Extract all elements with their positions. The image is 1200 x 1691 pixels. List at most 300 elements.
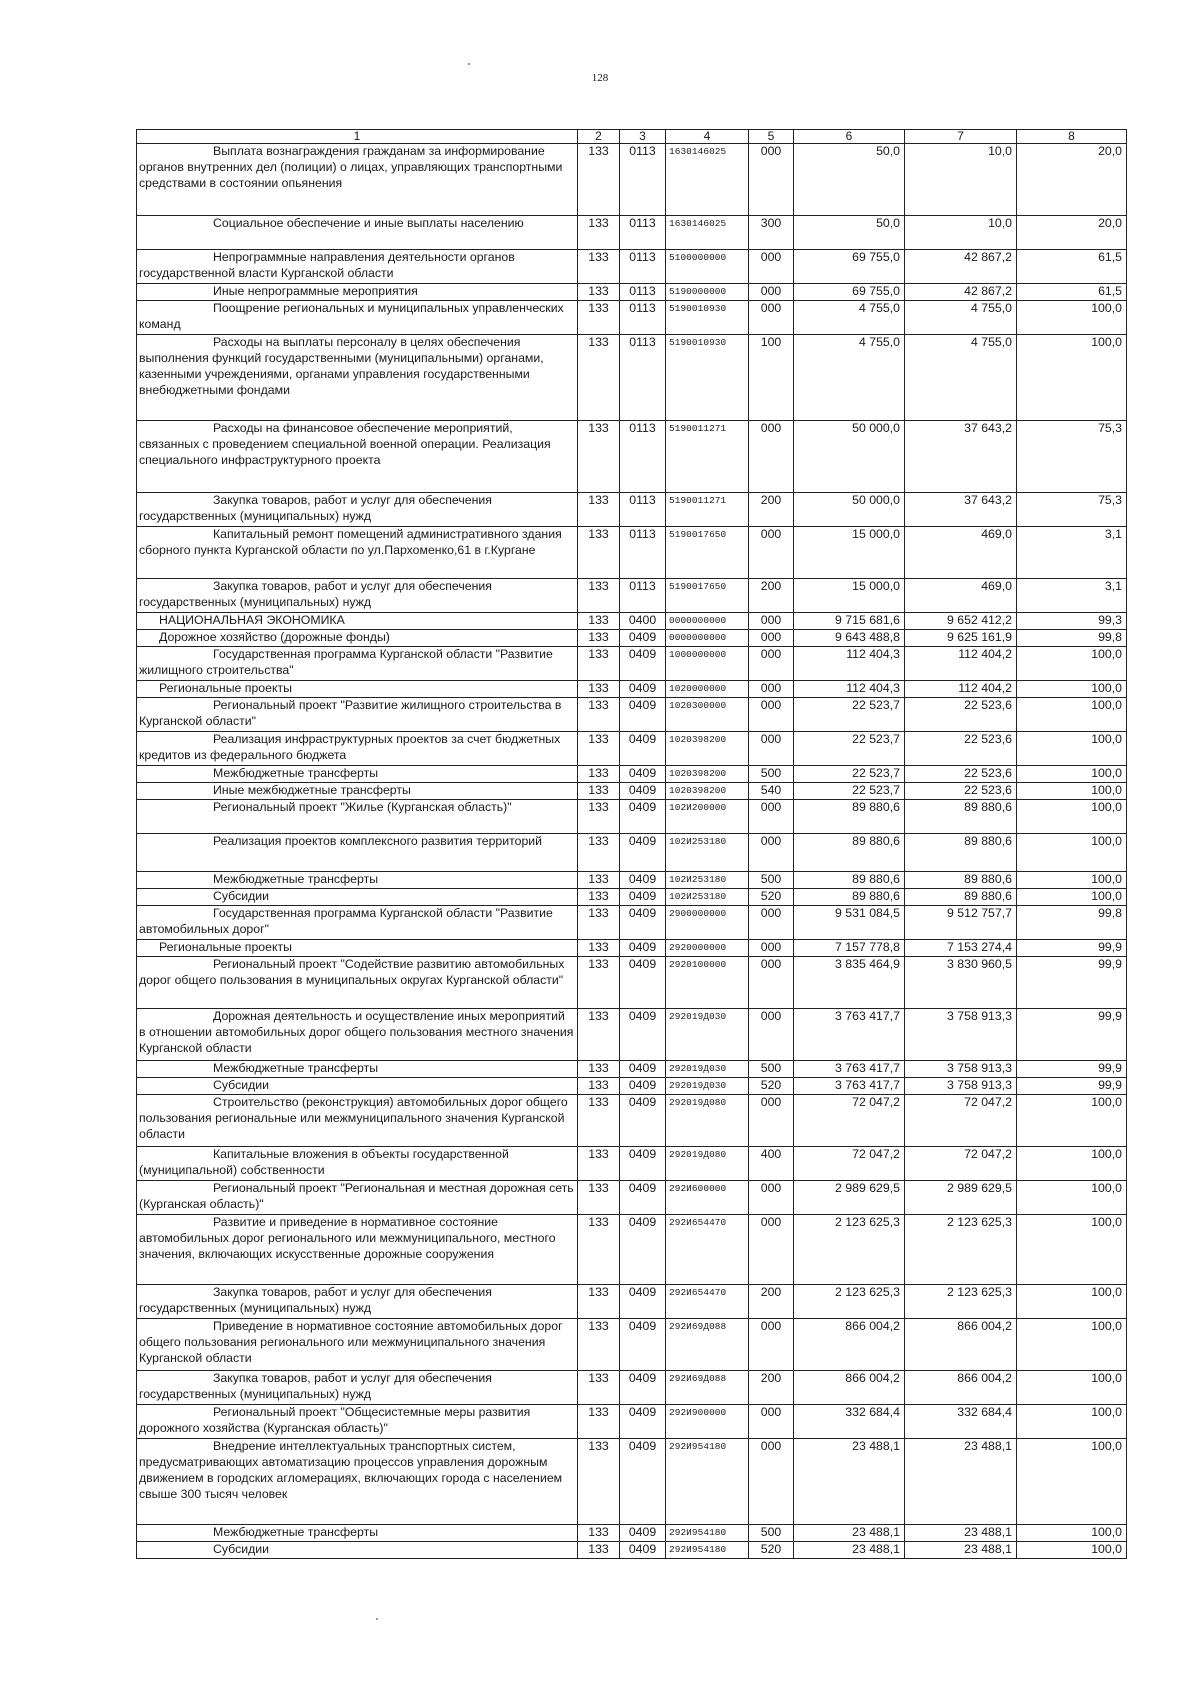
cell-target-article: 5190011271 <box>666 493 749 527</box>
cell-grbs: 133 <box>578 1319 620 1371</box>
row-label: Внедрение интеллектуальных транспортных систем, предусматривающих автоматизацию процессов управления дорожным движением в городских агломерациях, включающих города с населением свыше 300 тысяч человек <box>139 1439 563 1501</box>
cell-section: 0113 <box>620 421 666 493</box>
row-label: Субсидии <box>213 889 270 903</box>
cell-executed: 22 523,6 <box>905 732 1017 766</box>
cell-target-article: 2920000000 <box>666 940 749 957</box>
cell-planned: 4 755,0 <box>794 335 905 421</box>
table-row <box>137 1542 1127 1559</box>
cell-executed: 2 123 625,3 <box>905 1215 1017 1285</box>
header-col-4: 4 <box>666 130 749 144</box>
header-col-1: 1 <box>137 130 578 144</box>
cell-executed: 72 047,2 <box>905 1095 1017 1147</box>
cell-grbs: 133 <box>578 647 620 681</box>
cell-grbs: 133 <box>578 889 620 906</box>
header-col-7: 7 <box>905 130 1017 144</box>
cell-target-article: 1020398200 <box>666 783 749 800</box>
cell-expense-type: 000 <box>749 940 794 957</box>
cell-percent: 99,3 <box>1017 613 1127 630</box>
cell-expense-type: 000 <box>749 421 794 493</box>
cell-section: 0113 <box>620 493 666 527</box>
cell-expense-type: 200 <box>749 493 794 527</box>
row-label: Развитие и приведение в нормативное состояние автомобильных дорог регионального или межмуниципального, местного значения, включающих искусственные дорожные сооружения <box>139 1215 556 1261</box>
cell-planned: 89 880,6 <box>794 872 905 889</box>
cell-planned: 22 523,7 <box>794 732 905 766</box>
cell-grbs: 133 <box>578 800 620 834</box>
cell-expense-type: 000 <box>749 698 794 732</box>
cell-executed: 37 643,2 <box>905 493 1017 527</box>
cell-section: 0409 <box>620 1009 666 1061</box>
cell-percent: 100,0 <box>1017 1319 1127 1371</box>
cell-planned: 112 404,3 <box>794 647 905 681</box>
cell-section: 0409 <box>620 940 666 957</box>
cell-expense-type: 520 <box>749 1078 794 1095</box>
row-label: Иные непрограммные мероприятия <box>213 284 418 298</box>
cell-target-article: 292И600000 <box>666 1181 749 1215</box>
row-label: Капитальные вложения в объекты государственной (муниципальной) собственности <box>139 1147 509 1177</box>
cell-percent: 100,0 <box>1017 1542 1127 1559</box>
cell-section: 0113 <box>620 527 666 579</box>
table-row <box>137 579 1127 613</box>
cell-executed: 866 004,2 <box>905 1319 1017 1371</box>
cell-grbs: 133 <box>578 1181 620 1215</box>
cell-target-article: 2900000000 <box>666 906 749 940</box>
cell-planned: 866 004,2 <box>794 1319 905 1371</box>
cell-section: 0113 <box>620 144 666 216</box>
cell-expense-type: 520 <box>749 1542 794 1559</box>
cell-executed: 10,0 <box>905 144 1017 216</box>
row-label: Реализация инфраструктурных проектов за счет бюджетных кредитов из федерального бюджета <box>139 732 561 762</box>
cell-grbs: 133 <box>578 1371 620 1405</box>
cell-grbs: 133 <box>578 906 620 940</box>
cell-planned: 7 157 778,8 <box>794 940 905 957</box>
cell-percent: 100,0 <box>1017 698 1127 732</box>
cell-planned: 9 643 488,8 <box>794 630 905 647</box>
cell-planned: 69 755,0 <box>794 250 905 284</box>
cell-name <box>137 144 578 216</box>
cell-executed: 72 047,2 <box>905 1147 1017 1181</box>
cell-section: 0409 <box>620 1181 666 1215</box>
cell-planned: 22 523,7 <box>794 766 905 783</box>
cell-name <box>137 1439 578 1525</box>
cell-name <box>137 940 578 957</box>
cell-expense-type: 000 <box>749 906 794 940</box>
header-col-8: 8 <box>1017 130 1127 144</box>
cell-planned: 2 123 625,3 <box>794 1285 905 1319</box>
row-label: Региональные проекты <box>159 681 292 695</box>
cell-executed: 7 153 274,4 <box>905 940 1017 957</box>
row-label: Государственная программа Курганской области "Развитие жилищного строительства" <box>139 647 553 677</box>
cell-executed: 866 004,2 <box>905 1371 1017 1405</box>
row-label: Межбюджетные трансферты <box>213 766 379 780</box>
cell-planned: 69 755,0 <box>794 284 905 301</box>
cell-target-article: 1000000000 <box>666 647 749 681</box>
cell-expense-type: 000 <box>749 957 794 1009</box>
table-row <box>137 681 1127 698</box>
cell-expense-type: 500 <box>749 1525 794 1542</box>
cell-executed: 89 880,6 <box>905 834 1017 872</box>
cell-executed: 37 643,2 <box>905 421 1017 493</box>
row-label: Капитальный ремонт помещений административного здания сборного пункта Курганской области по ул.Пархоменко,61 в г.Кургане <box>139 527 562 557</box>
cell-name <box>137 1285 578 1319</box>
cell-percent: 100,0 <box>1017 681 1127 698</box>
cell-percent: 99,9 <box>1017 940 1127 957</box>
cell-name <box>137 1319 578 1371</box>
cell-executed: 42 867,2 <box>905 284 1017 301</box>
table-row <box>137 1147 1127 1181</box>
cell-name <box>137 1371 578 1405</box>
row-label: Поощрение региональных и муниципальных управленческих команд <box>139 301 564 331</box>
table-row <box>137 1181 1127 1215</box>
cell-name <box>137 1095 578 1147</box>
cell-target-article: 292И954180 <box>666 1542 749 1559</box>
cell-expense-type: 000 <box>749 1439 794 1525</box>
cell-executed: 89 880,6 <box>905 872 1017 889</box>
header-col-6: 6 <box>794 130 905 144</box>
cell-planned: 72 047,2 <box>794 1095 905 1147</box>
table-row <box>137 647 1127 681</box>
cell-grbs: 133 <box>578 1061 620 1078</box>
header-col-3: 3 <box>620 130 666 144</box>
cell-grbs: 133 <box>578 766 620 783</box>
cell-planned: 50 000,0 <box>794 421 905 493</box>
cell-section: 0409 <box>620 681 666 698</box>
cell-name <box>137 1147 578 1181</box>
cell-planned: 3 835 464,9 <box>794 957 905 1009</box>
cell-section: 0409 <box>620 1285 666 1319</box>
cell-target-article: 292И69Д088 <box>666 1371 749 1405</box>
table-row <box>137 1215 1127 1285</box>
cell-executed: 112 404,2 <box>905 647 1017 681</box>
cell-executed: 4 755,0 <box>905 301 1017 335</box>
cell-executed: 3 758 913,3 <box>905 1078 1017 1095</box>
cell-grbs: 133 <box>578 579 620 613</box>
cell-target-article: 102И253180 <box>666 834 749 872</box>
table-row <box>137 630 1127 647</box>
cell-percent: 3,1 <box>1017 579 1127 613</box>
table-row <box>137 493 1127 527</box>
cell-grbs: 133 <box>578 1009 620 1061</box>
cell-grbs: 133 <box>578 1285 620 1319</box>
cell-name <box>137 783 578 800</box>
cell-planned: 15 000,0 <box>794 579 905 613</box>
cell-percent: 100,0 <box>1017 1439 1127 1525</box>
cell-percent: 100,0 <box>1017 1405 1127 1439</box>
cell-section: 0409 <box>620 783 666 800</box>
cell-executed: 42 867,2 <box>905 250 1017 284</box>
cell-section: 0409 <box>620 1147 666 1181</box>
cell-target-article: 102И253180 <box>666 889 749 906</box>
cell-target-article: 5100000000 <box>666 250 749 284</box>
row-label: Выплата вознаграждения гражданам за информирование органов внутренних дел (полиции) о лицах, управляющих транспортными средствами в состоянии опьянения <box>139 144 563 190</box>
cell-name <box>137 630 578 647</box>
cell-planned: 332 684,4 <box>794 1405 905 1439</box>
cell-planned: 50,0 <box>794 144 905 216</box>
cell-section: 0409 <box>620 1078 666 1095</box>
cell-grbs: 133 <box>578 216 620 250</box>
cell-percent: 75,3 <box>1017 421 1127 493</box>
cell-executed: 469,0 <box>905 579 1017 613</box>
cell-name <box>137 1078 578 1095</box>
cell-expense-type: 540 <box>749 783 794 800</box>
cell-grbs: 133 <box>578 630 620 647</box>
cell-expense-type: 000 <box>749 834 794 872</box>
table-row <box>137 1285 1127 1319</box>
table-row <box>137 1405 1127 1439</box>
cell-section: 0409 <box>620 1319 666 1371</box>
cell-executed: 4 755,0 <box>905 335 1017 421</box>
header-row <box>137 130 1127 144</box>
cell-grbs: 133 <box>578 1215 620 1285</box>
cell-target-article: 1020000000 <box>666 681 749 698</box>
cell-percent: 100,0 <box>1017 1095 1127 1147</box>
row-label: Региональный проект "Содействие развитию автомобильных дорог общего пользования в муниципальных округах Курганской области" <box>139 957 565 987</box>
table-row <box>137 527 1127 579</box>
cell-grbs: 133 <box>578 421 620 493</box>
table-row <box>137 906 1127 940</box>
table-row <box>137 613 1127 630</box>
header-col-5: 5 <box>749 130 794 144</box>
cell-expense-type: 000 <box>749 613 794 630</box>
cell-executed: 9 512 757,7 <box>905 906 1017 940</box>
row-label: Межбюджетные трансферты <box>213 1525 379 1539</box>
cell-executed: 3 758 913,3 <box>905 1009 1017 1061</box>
cell-expense-type: 000 <box>749 1215 794 1285</box>
cell-name <box>137 906 578 940</box>
cell-target-article: 5190011271 <box>666 421 749 493</box>
cell-name <box>137 1215 578 1285</box>
cell-expense-type: 000 <box>749 144 794 216</box>
cell-executed: 3 758 913,3 <box>905 1061 1017 1078</box>
table-row <box>137 889 1127 906</box>
cell-expense-type: 000 <box>749 800 794 834</box>
cell-target-article: 292019Д030 <box>666 1078 749 1095</box>
cell-planned: 89 880,6 <box>794 800 905 834</box>
cell-name <box>137 698 578 732</box>
row-label: Субсидии <box>213 1078 270 1092</box>
cell-name <box>137 681 578 698</box>
cell-percent: 100,0 <box>1017 647 1127 681</box>
cell-target-article: 5190017650 <box>666 527 749 579</box>
cell-section: 0409 <box>620 1371 666 1405</box>
cell-planned: 2 123 625,3 <box>794 1215 905 1285</box>
table-row <box>137 284 1127 301</box>
cell-target-article: 1020300000 <box>666 698 749 732</box>
cell-name <box>137 834 578 872</box>
cell-percent: 100,0 <box>1017 800 1127 834</box>
table-row <box>137 1095 1127 1147</box>
cell-executed: 22 523,6 <box>905 783 1017 800</box>
table-row <box>137 1371 1127 1405</box>
cell-name <box>137 766 578 783</box>
row-label: Строительство (реконструкция) автомобильных дорог общего пользования региональные или межмуниципального значения Курганской области <box>139 1095 568 1141</box>
cell-section: 0113 <box>620 579 666 613</box>
cell-section: 0409 <box>620 647 666 681</box>
cell-target-article: 102И200000 <box>666 800 749 834</box>
cell-name <box>137 1405 578 1439</box>
cell-percent: 99,9 <box>1017 957 1127 1009</box>
cell-section: 0113 <box>620 284 666 301</box>
cell-executed: 332 684,4 <box>905 1405 1017 1439</box>
row-label: Реализация проектов комплексного развития территорий <box>213 834 543 848</box>
cell-executed: 469,0 <box>905 527 1017 579</box>
cell-expense-type: 100 <box>749 335 794 421</box>
cell-planned: 3 763 417,7 <box>794 1061 905 1078</box>
table-row <box>137 1009 1127 1061</box>
cell-grbs: 133 <box>578 301 620 335</box>
row-label: Субсидии <box>213 1542 270 1556</box>
cell-planned: 3 763 417,7 <box>794 1078 905 1095</box>
table-row <box>137 732 1127 766</box>
cell-planned: 2 989 629,5 <box>794 1181 905 1215</box>
cell-expense-type: 500 <box>749 872 794 889</box>
cell-section: 0409 <box>620 1095 666 1147</box>
cell-target-article: 5190017650 <box>666 579 749 613</box>
cell-name <box>137 527 578 579</box>
cell-name <box>137 889 578 906</box>
budget-table-container <box>136 129 1126 1559</box>
cell-name <box>137 421 578 493</box>
cell-grbs: 133 <box>578 335 620 421</box>
table-row <box>137 1439 1127 1525</box>
cell-grbs: 133 <box>578 613 620 630</box>
cell-planned: 3 763 417,7 <box>794 1009 905 1061</box>
row-label: Дорожная деятельность и осуществление иных мероприятий в отношении автомобильных дорог общего пользования местного значения Курганской области <box>139 1009 574 1055</box>
cell-expense-type: 000 <box>749 1095 794 1147</box>
cell-name <box>137 493 578 527</box>
cell-grbs: 133 <box>578 1147 620 1181</box>
cell-planned: 15 000,0 <box>794 527 905 579</box>
cell-expense-type: 500 <box>749 1061 794 1078</box>
cell-name <box>137 250 578 284</box>
cell-target-article: 102И253180 <box>666 872 749 889</box>
cell-executed: 23 488,1 <box>905 1542 1017 1559</box>
scan-speck <box>468 63 470 65</box>
cell-expense-type: 400 <box>749 1147 794 1181</box>
cell-section: 0113 <box>620 301 666 335</box>
table-row <box>137 250 1127 284</box>
table-row <box>137 144 1127 216</box>
cell-target-article: 292И954180 <box>666 1439 749 1525</box>
cell-grbs: 133 <box>578 834 620 872</box>
cell-name <box>137 1525 578 1542</box>
cell-target-article: 1020398200 <box>666 732 749 766</box>
cell-name <box>137 1061 578 1078</box>
cell-section: 0409 <box>620 834 666 872</box>
cell-executed: 89 880,6 <box>905 800 1017 834</box>
cell-target-article: 292019Д030 <box>666 1061 749 1078</box>
cell-percent: 100,0 <box>1017 335 1127 421</box>
row-label: Закупка товаров, работ и услуг для обеспечения государственных (муниципальных) нужд <box>139 493 492 523</box>
table-row <box>137 872 1127 889</box>
row-label: НАЦИОНАЛЬНАЯ ЭКОНОМИКА <box>159 613 345 627</box>
cell-grbs: 133 <box>578 681 620 698</box>
table-row <box>137 698 1127 732</box>
cell-expense-type: 000 <box>749 647 794 681</box>
cell-grbs: 133 <box>578 1542 620 1559</box>
row-label: Государственная программа Курганской области "Развитие автомобильных дорог" <box>139 906 553 936</box>
cell-grbs: 133 <box>578 1095 620 1147</box>
cell-planned: 112 404,3 <box>794 681 905 698</box>
row-label: Иные межбюджетные трансферты <box>213 783 411 797</box>
cell-expense-type: 000 <box>749 250 794 284</box>
cell-target-article: 292019Д080 <box>666 1095 749 1147</box>
cell-planned: 23 488,1 <box>794 1525 905 1542</box>
row-label: Закупка товаров, работ и услуг для обеспечения государственных (муниципальных) нужд <box>139 1285 492 1315</box>
cell-target-article: 1630146025 <box>666 216 749 250</box>
table-row <box>137 957 1127 1009</box>
table-row <box>137 940 1127 957</box>
cell-section: 0409 <box>620 630 666 647</box>
cell-target-article: 292И654470 <box>666 1215 749 1285</box>
cell-target-article: 1020398200 <box>666 766 749 783</box>
cell-expense-type: 000 <box>749 1405 794 1439</box>
cell-section: 0409 <box>620 766 666 783</box>
cell-name <box>137 335 578 421</box>
cell-section: 0409 <box>620 872 666 889</box>
cell-executed: 22 523,6 <box>905 766 1017 783</box>
cell-percent: 100,0 <box>1017 1371 1127 1405</box>
cell-percent: 100,0 <box>1017 889 1127 906</box>
cell-name <box>137 872 578 889</box>
cell-target-article: 5190010930 <box>666 335 749 421</box>
row-label: Непрограммные направления деятельности органов государственной власти Курганской области <box>139 250 515 280</box>
cell-percent: 100,0 <box>1017 732 1127 766</box>
cell-planned: 866 004,2 <box>794 1371 905 1405</box>
cell-percent: 100,0 <box>1017 1181 1127 1215</box>
cell-section: 0113 <box>620 216 666 250</box>
cell-grbs: 133 <box>578 1525 620 1542</box>
table-row <box>137 800 1127 834</box>
row-label: Межбюджетные трансферты <box>213 872 379 886</box>
cell-grbs: 133 <box>578 493 620 527</box>
cell-expense-type: 000 <box>749 284 794 301</box>
cell-grbs: 133 <box>578 872 620 889</box>
cell-executed: 89 880,6 <box>905 889 1017 906</box>
cell-name <box>137 613 578 630</box>
cell-expense-type: 000 <box>749 1009 794 1061</box>
cell-planned: 50 000,0 <box>794 493 905 527</box>
row-label: Приведение в нормативное состояние автомобильных дорог общего пользования регионального или межмуниципального значения Курганской области <box>139 1319 563 1365</box>
cell-executed: 9 625 161,9 <box>905 630 1017 647</box>
table-row <box>137 335 1127 421</box>
cell-percent: 20,0 <box>1017 144 1127 216</box>
cell-target-article: 5190010930 <box>666 301 749 335</box>
cell-target-article: 292И954180 <box>666 1525 749 1542</box>
table-row <box>137 1319 1127 1371</box>
cell-grbs: 133 <box>578 1078 620 1095</box>
cell-name <box>137 800 578 834</box>
cell-percent: 99,8 <box>1017 906 1127 940</box>
cell-section: 0409 <box>620 957 666 1009</box>
cell-executed: 112 404,2 <box>905 681 1017 698</box>
cell-executed: 23 488,1 <box>905 1525 1017 1542</box>
cell-grbs: 133 <box>578 527 620 579</box>
cell-expense-type: 000 <box>749 1319 794 1371</box>
row-label: Расходы на выплаты персоналу в целях обеспечения выполнения функций государственными (муниципальными) органами, казенными учреждениями, органами управления государственными внебюджетными фондами <box>139 335 544 397</box>
cell-percent: 100,0 <box>1017 301 1127 335</box>
cell-expense-type: 000 <box>749 1181 794 1215</box>
cell-planned: 72 047,2 <box>794 1147 905 1181</box>
cell-expense-type: 200 <box>749 1285 794 1319</box>
row-label: Дорожное хозяйство (дорожные фонды) <box>159 630 390 644</box>
cell-target-article: 1630146025 <box>666 144 749 216</box>
cell-grbs: 133 <box>578 284 620 301</box>
cell-percent: 100,0 <box>1017 834 1127 872</box>
cell-percent: 100,0 <box>1017 1215 1127 1285</box>
cell-section: 0400 <box>620 613 666 630</box>
cell-expense-type: 000 <box>749 630 794 647</box>
cell-section: 0409 <box>620 906 666 940</box>
